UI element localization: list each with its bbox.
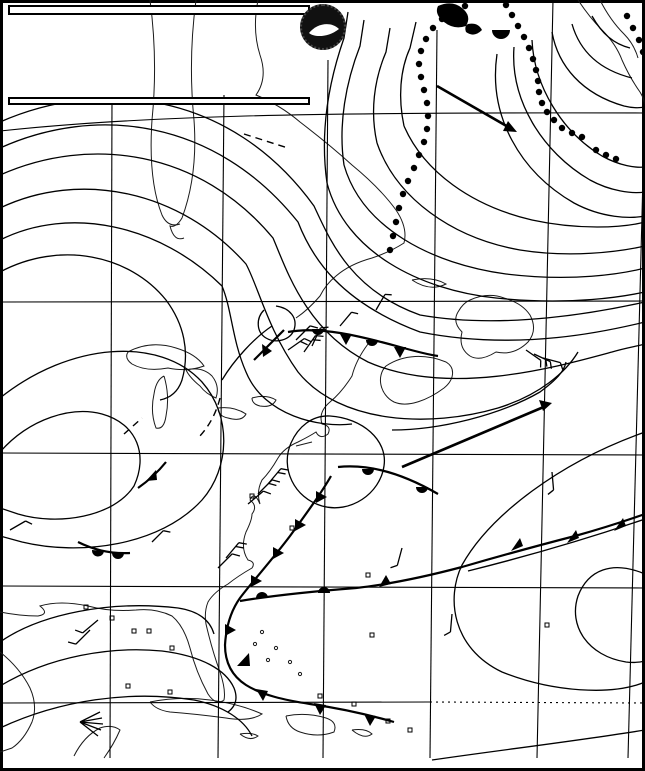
analysis-header-box bbox=[8, 5, 310, 15]
ice-blobs bbox=[437, 3, 510, 39]
map-border bbox=[2, 2, 644, 770]
isobars bbox=[0, 12, 645, 760]
fronts bbox=[78, 330, 645, 722]
front-symbols bbox=[92, 329, 626, 726]
noaa-logo bbox=[300, 4, 346, 50]
forecast-note-box bbox=[8, 97, 310, 105]
noaa-seagull-icon bbox=[300, 4, 346, 50]
